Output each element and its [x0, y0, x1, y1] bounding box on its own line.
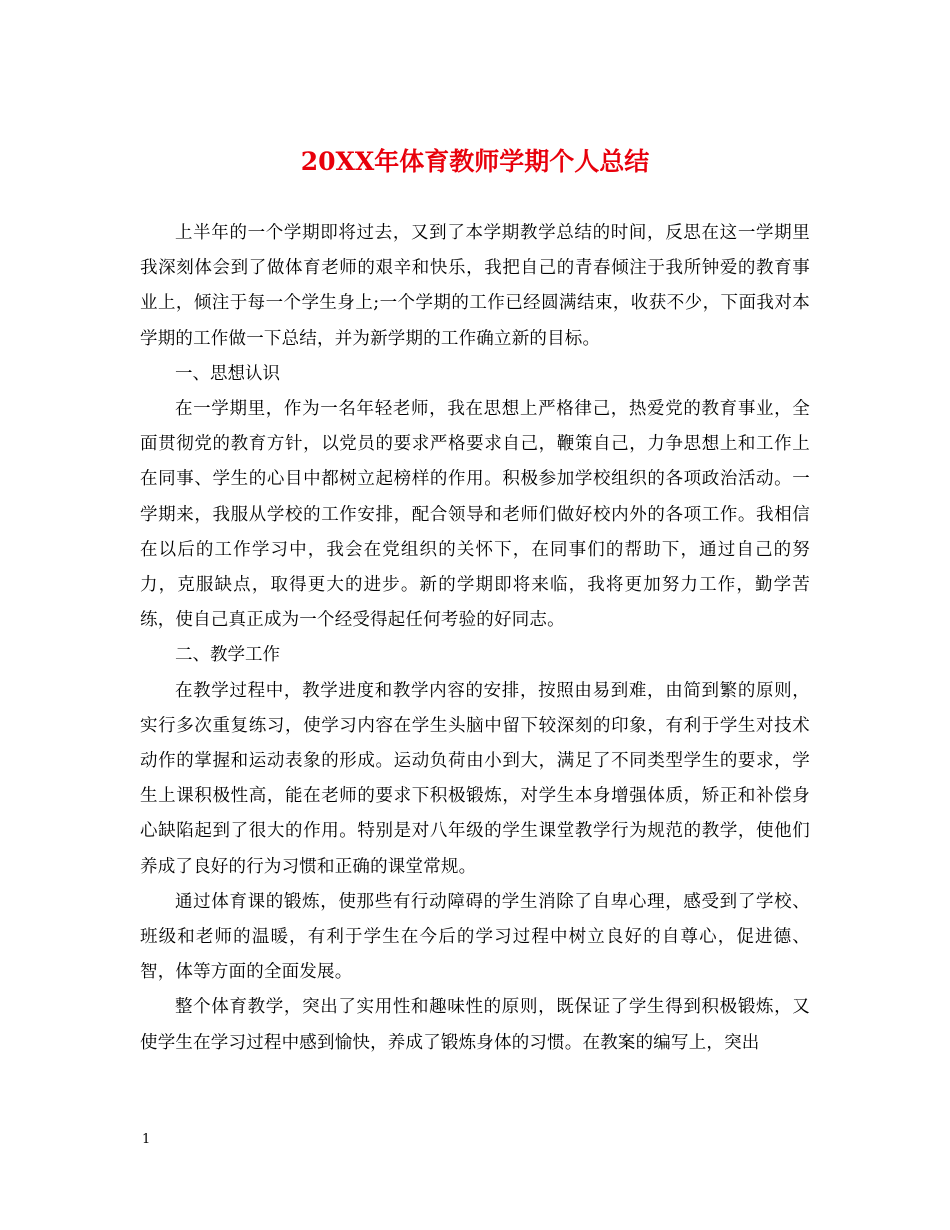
- page-number: 1: [142, 1132, 151, 1147]
- teaching-paragraph-2: 通过体育课的锻炼，使那些有行动障碍的学生消除了自卑心理，感受到了学校、班级和老师的温暖，有利于学生在今后的学习过程中树立良好的自尊心，促进德、智，体等方面的全面发展。: [140, 891, 810, 983]
- section-heading-thought: 一、思想认识: [175, 363, 280, 384]
- document-body: [140, 216, 810, 1061]
- teaching-paragraph-1: 在教学过程中，教学进度和教学内容的安排，按照由易到难，由简到繁的原则，实行多次重复练习，使学习内容在学生头脑中留下较深刻的印象，有利于学生对技术动作的掌握和运动表象的形成。运动负荷由小到大，满足了不同类型学生的要求，学生上课积极性高，能在老师的要求下积极锻炼，对学生本身增强体质，矫正和补偿身心缺陷起到了很大的作用。特别是对八年级的学生课堂教学行为规范的教学，使他们养成了良好的行为习惯和正确的课堂常规。: [140, 680, 810, 877]
- document-title: 20XX年体育教师学期个人总结: [300, 147, 650, 176]
- intro-paragraph: 上半年的一个学期即将过去，又到了本学期教学总结的时间，反思在这一学期里我深刻体会到了做体育老师的艰辛和快乐，我把自己的青春倾注于我所钟爱的教育事业上，倾注于每一个学生身上;一个学期的工作已经圆满结束，收获不少，下面我对本学期的工作做一下总结，并为新学期的工作确立新的目标。: [140, 223, 810, 349]
- thought-paragraph: 在一学期里，作为一名年轻老师，我在思想上严格律己，热爱党的教育事业，全面贯彻党的教育方针，以党员的要求严格要求自己，鞭策自己，力争思想上和工作上在同事、学生的心目中都树立起榜样的作用。积极参加学校组织的各项政治活动。一学期来，我服从学校的工作安排，配合领导和老师们做好校内外的各项工作。我相信在以后的工作学习中，我会在党组织的关怀下，在同事们的帮助下，通过自己的努力，克服缺点，取得更大的进步。新的学期即将来临，我将更加努力工作，勤学苦练，使自己真正成为一个经受得起任何考验的好同志。: [140, 399, 810, 631]
- section-heading-teaching: 二、教学工作: [175, 645, 280, 666]
- teaching-paragraph-3: 整个体育教学，突出了实用性和趣味性的原则，既保证了学生得到积极锻炼，又使学生在学习过程中感到愉快，养成了锻炼身体的习惯。在教案的编写上，突出: [140, 997, 810, 1053]
